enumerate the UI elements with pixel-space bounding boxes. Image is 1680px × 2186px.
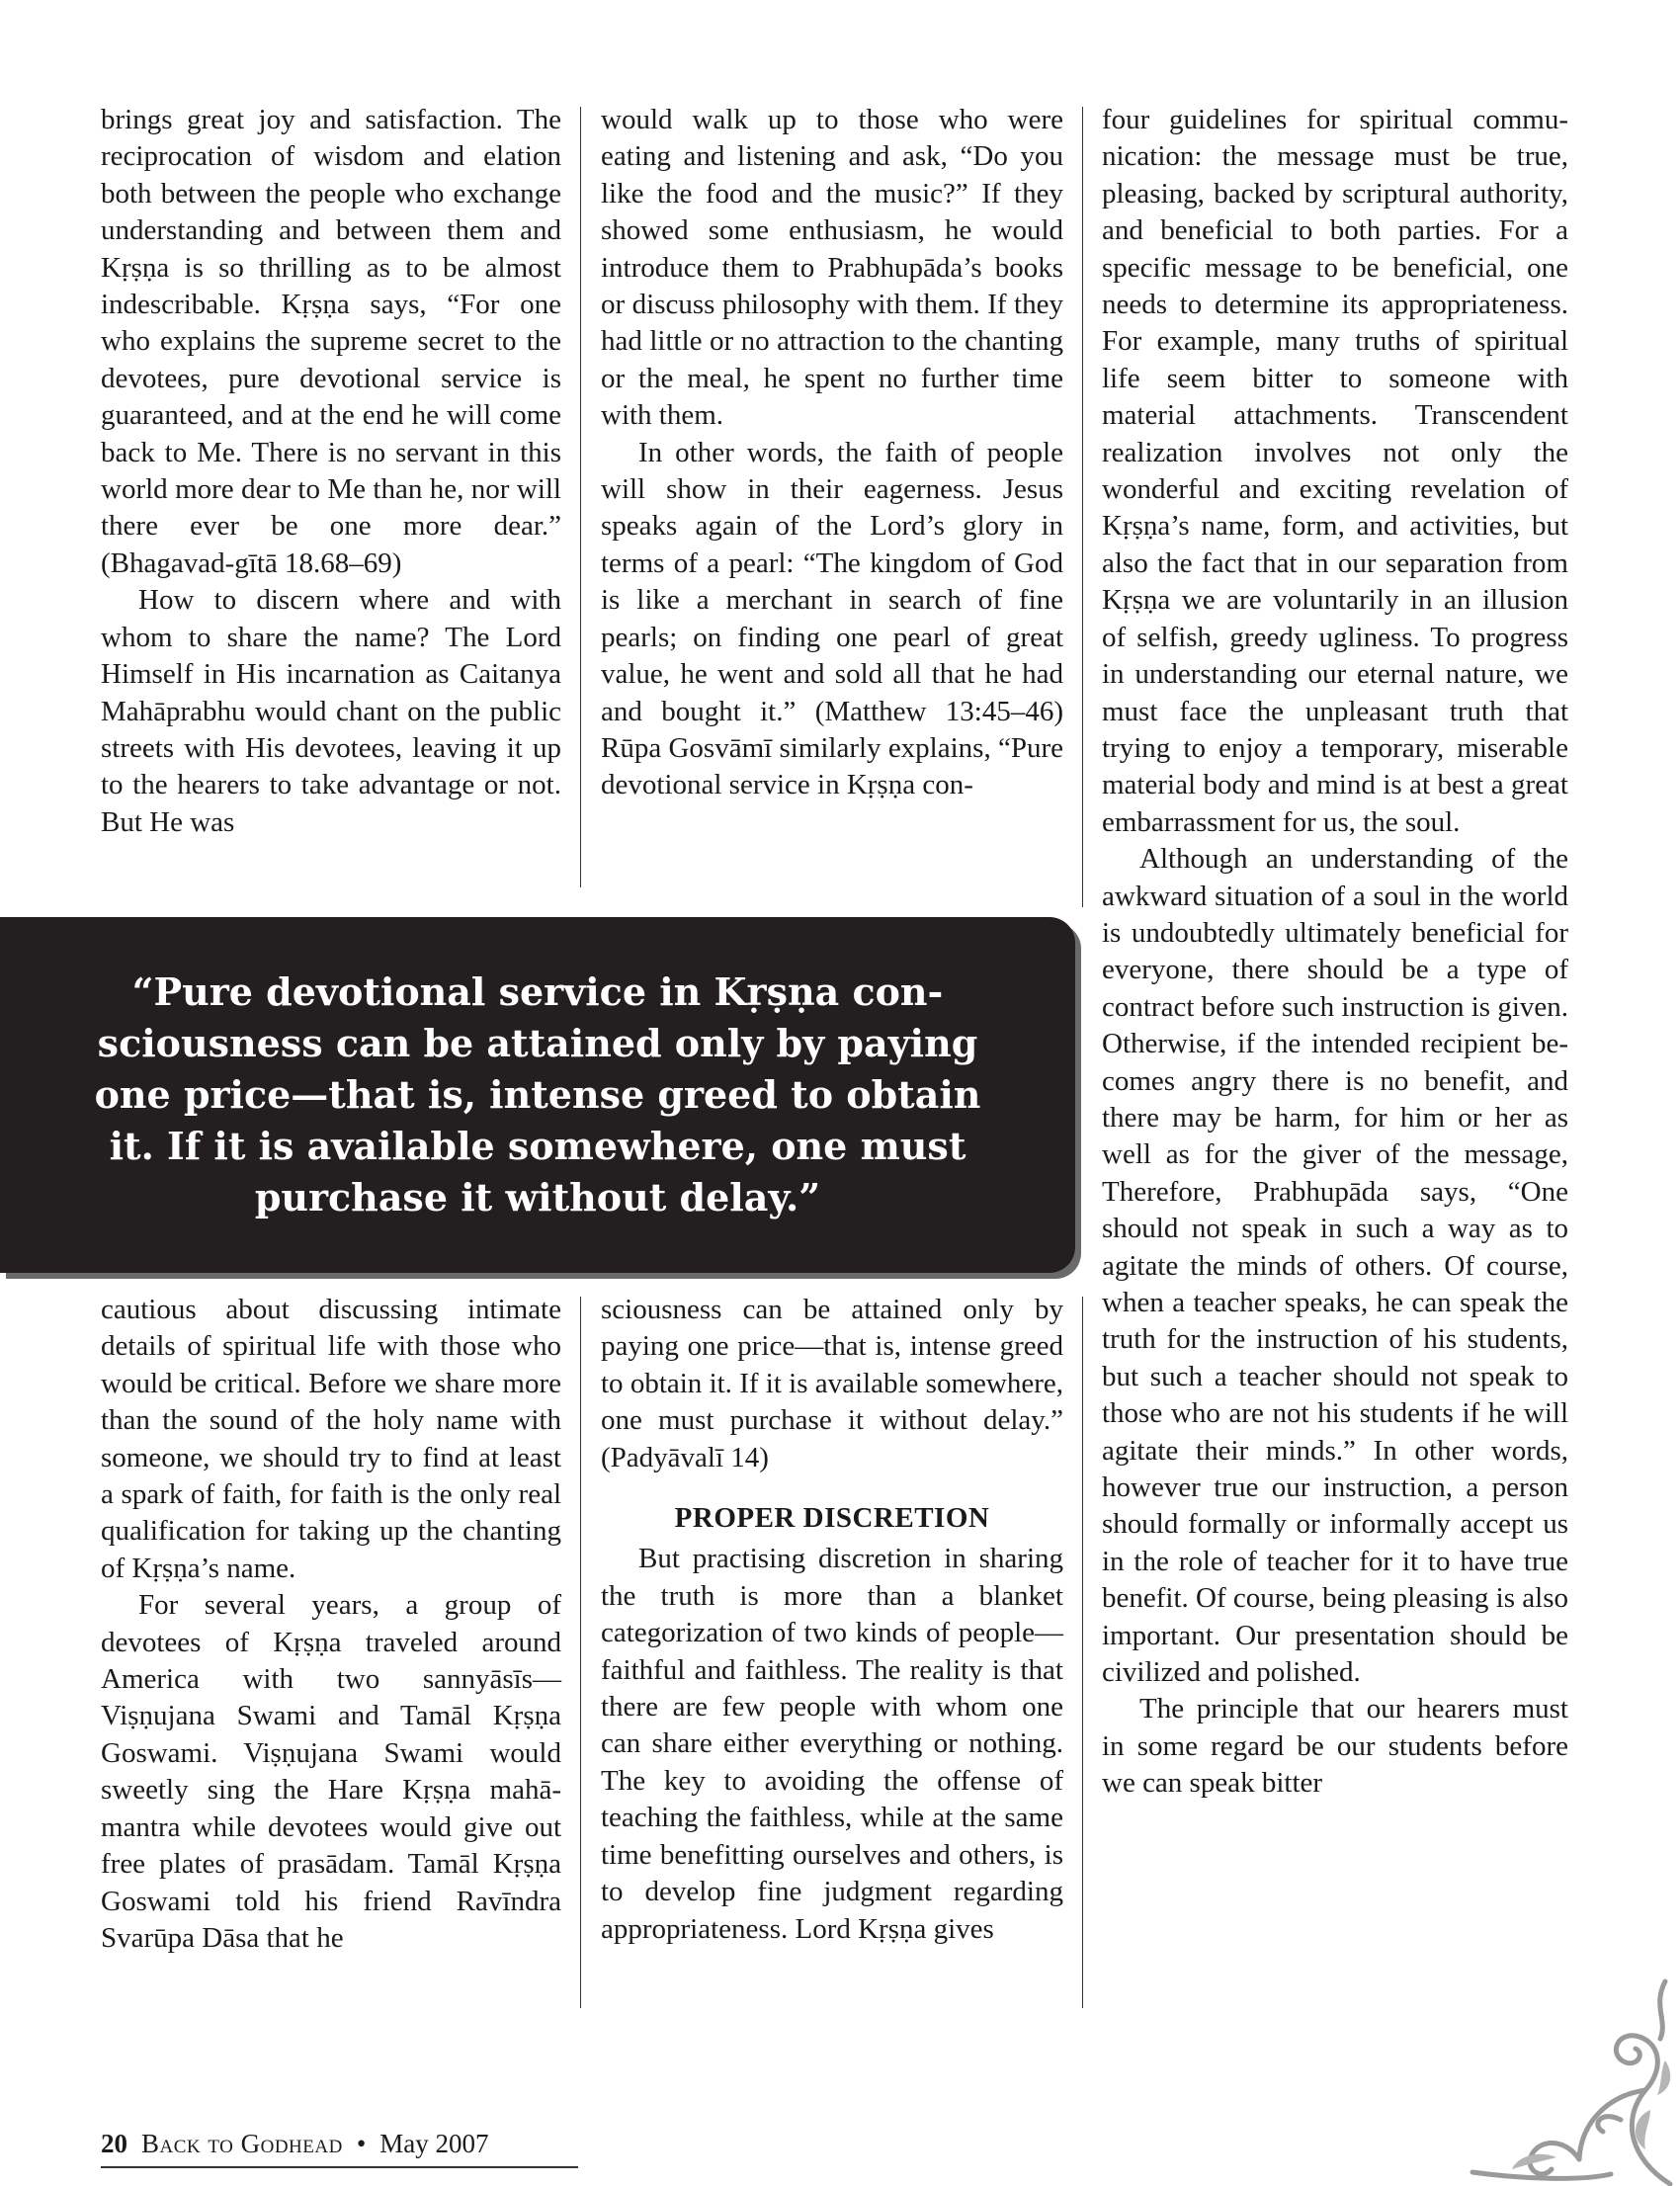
- pull-quote-box: [0, 917, 1075, 1273]
- body-paragraph: would walk up to those who were eating and listening and ask, “Do you like the food and the music?” If they showed some enthusiasm, he would introduce them to Prabhupāda’s books or discuss philosophy with them. If they had little or no attraction to the chanting or the meal, he spent no further time with them.: [601, 104, 1063, 432]
- body-paragraph: brings great joy and satisfaction. The reciprocation of wisdom and elation both between the people who exchange understanding and between them and Kṛṣṇa is so thrilling as to be almost indescribable. Kṛṣṇa says, “For one who explains the supreme secret to the devotees, pure devotional service is guaranteed, and at the end he will come back to Me. There is no servant in this world more dear to Me than he, nor will there ever be one more dear.” (Bhagavad-gītā 18.68–69): [101, 104, 561, 579]
- column-2-bottom: [601, 1292, 1063, 1948]
- page-number: 20: [101, 2129, 127, 2158]
- body-paragraph: cautious about discussing intimate details of spiritual life with those who would be critical. Before we share more than the sound of the holy name with someone, we should try to find at least a spark of faith, for faith is the only real qualification for taking up the chanting of Kṛṣṇa’s name.: [101, 1294, 561, 1584]
- body-paragraph: Although an understanding of the awkward situation of a soul in the world is undoubtedly ultimately beneficial for everyone, there should be a type of contract before such instruction is given. Otherwise, if the intended recipient becomes angry there is no benefit, and there may be harm, for him or her as well as for the giver of the message, Therefore, Prabhupāda says, “One should not speak in such a way as to agitate the minds of others. Of course, when a teacher speaks, he can speak the truth for the instruction of his students, but such a teacher should not speak to those who are not his students if he will agitate their minds.” In other words, however true our instruction, a person should formally or informally accept us in the role of teacher for it to have true benefit. Of course, being pleasing is also important. Our presentation should be civilized and polished.: [1102, 843, 1568, 1689]
- publication-name: Back to Godhead: [141, 2129, 343, 2158]
- body-paragraph: four guidelines for spiritual communication: the message must be true, pleasing, backed by scriptural authority, and beneficial to both parties. For a specific message to be beneficial, one needs to determine its appropriateness. For example, many truths of spiritual life seem bitter to someone with material attachments. Transcendent realization involves not only the wonderful and exciting revelation of Kṛṣṇa’s name, form, and activities, but also the fact that in our separation from Kṛṣṇa we are voluntarily in an illusion of selfish, greedy ugliness. To progress in understanding our eternal nature, we must face the unpleasant truth that trying to enjoy a temporary, miserable material body and mind is at best a great embarrassment for us, the soul.: [1102, 104, 1568, 838]
- section-heading: PROPER DISCRETION: [674, 1502, 990, 1535]
- body-paragraph: sciousness can be attained only by paying one price—that is, intense greed to obtain it. If it is available somewhere, one must purchase it without delay.” (Padyāvalī 14): [601, 1294, 1063, 1473]
- column-divider: [580, 1297, 581, 2008]
- body-paragraph: In other words, the faith of people will show in their eagerness. Jesus speaks again of the Lord’s glory in terms of a pearl: “The kingdom of God is like a merchant in search of fine pearls; on finding one pearl of great value, he went and sold all that he had and bought it.” (Matthew 13:45–46) Rūpa Gosvāmī similarly explains, “Pure devotional service in Kṛṣṇa con-: [601, 436, 1063, 801]
- column-1-bottom: [101, 1292, 561, 1957]
- column-2-top: [601, 102, 1063, 804]
- body-paragraph: How to discern where and with whom to share the name? The Lord Himself in His incarnation as Caitanya Mahāprabhu would chant on the public streets with His devotees, leaving it up to the hearers to take advantage or not. But He was: [101, 584, 561, 838]
- body-paragraph: The principle that our hearers must in some regard be our students before we can speak bitter: [1102, 1693, 1568, 1800]
- footer-rule: [101, 2166, 578, 2168]
- pull-quote-text: “Pure devotional service in Kṛṣṇa con-sciousness can be attained only by paying one price—that is, intense greed to obtain it. If it is available somewhere, one must purchase it without delay.”: [94, 969, 981, 1219]
- issue-date: May 2007: [379, 2129, 489, 2158]
- column-1-top: [101, 102, 561, 841]
- page-footer: [101, 2129, 489, 2159]
- column-3: [1102, 102, 1568, 1803]
- body-paragraph: For several years, a group of devotees of Kṛṣṇa traveled around America with two sannyāsīs—Viṣṇujana Swami and Tamāl Kṛṣṇa Goswami. Viṣṇujana Swami would sweetly sing the Hare Kṛṣṇa mahā-mantra while devotees would give out free plates of prasādam. Tamāl Kṛṣṇa Goswami told his friend Ravīndra Svarūpa Dāsa that he: [101, 1589, 561, 1954]
- column-divider: [1082, 107, 1083, 907]
- footer-bullet: •: [356, 2129, 367, 2158]
- column-divider: [580, 107, 581, 887]
- column-divider: [1082, 1297, 1083, 2008]
- body-paragraph: But practising discretion in sharing the truth is more than a blanket categorization of two kinds of people—faithful and faithless. The reality is that there are few people with whom one can share either everything or nothing. The key to avoiding the offense of teaching the faithless, while at the same time benefitting ourselves and others, is to develop fine judgment regarding appropriateness. Lord Kṛṣṇa gives: [601, 1543, 1063, 1945]
- floral-scroll-ornament-icon: [1433, 1962, 1680, 2186]
